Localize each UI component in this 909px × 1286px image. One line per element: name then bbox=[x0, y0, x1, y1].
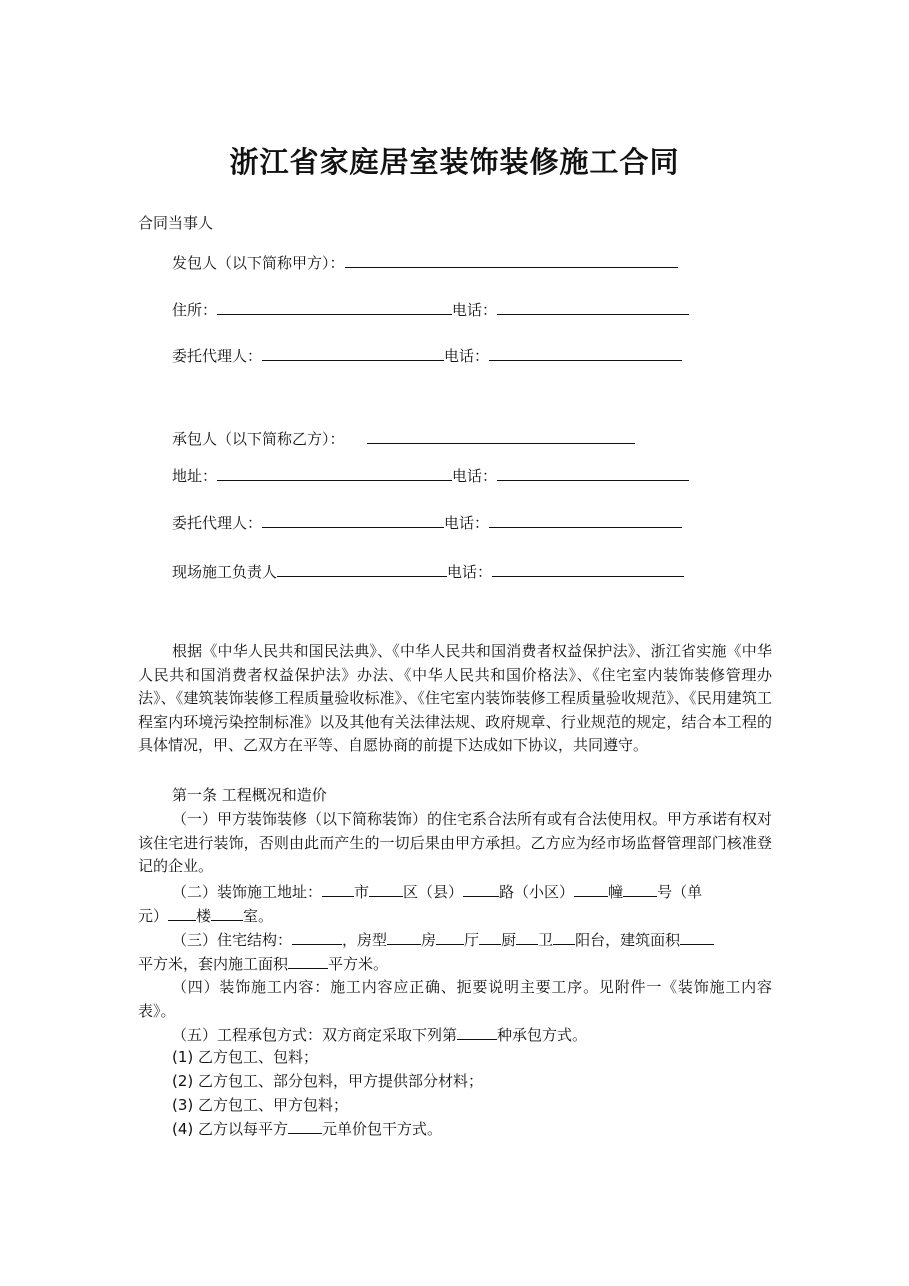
party-b-label: 承包人（以下简称乙方）： bbox=[172, 430, 345, 448]
party-a-agent-phone-blank[interactable] bbox=[489, 345, 682, 361]
unit-blank[interactable] bbox=[168, 905, 196, 921]
option-4-label: (4) 乙方以每平方 bbox=[172, 1120, 289, 1138]
kitchens-blank[interactable] bbox=[479, 929, 501, 945]
sqm-label: 平方米，套内施工面积 bbox=[138, 955, 289, 973]
halls-blank[interactable] bbox=[436, 929, 464, 945]
item5-suffix: 种承包方式。 bbox=[497, 1026, 588, 1044]
article1-item3-line1 bbox=[138, 929, 714, 950]
party-b-name-blank[interactable] bbox=[367, 428, 635, 444]
party-b-agent-phone-label: 电话： bbox=[444, 514, 490, 532]
baths-blank[interactable] bbox=[516, 929, 538, 945]
unit-label: 元） bbox=[138, 907, 169, 925]
article1-item5 bbox=[138, 1024, 587, 1045]
option-4-suffix: 元单价包干方式。 bbox=[322, 1120, 443, 1138]
unit-price-blank[interactable] bbox=[288, 1118, 322, 1134]
inner-area-blank[interactable] bbox=[288, 953, 328, 969]
option-2: (2) 乙方包工、部分包料，甲方提供部分材料； bbox=[172, 1072, 484, 1090]
party-b-agent-phone-blank[interactable] bbox=[489, 512, 682, 528]
sqm2-label: 平方米。 bbox=[328, 955, 389, 973]
page-title: 浙江省家庭居室装饰装修施工合同 bbox=[229, 145, 680, 179]
article1-item2-line2 bbox=[138, 905, 273, 926]
article1-item1: （一）甲方装饰装修（以下简称装饰）的住宅系合法所有或有合法使用权。甲方承诺有权对该住宅进行装饰，否则由此而产生的一切后果由甲方承担。乙方应为经市场监督管理部门核准登记的企业。 bbox=[138, 810, 773, 876]
party-a-phone-label: 电话： bbox=[452, 301, 498, 319]
layout-label: ，房型 bbox=[342, 931, 388, 949]
district-label: 区（县） bbox=[403, 883, 464, 901]
item2-label: （二）装饰施工地址： bbox=[172, 883, 323, 901]
district-blank[interactable] bbox=[369, 881, 403, 897]
item5-label: （五）工程承包方式：双方商定采取下列第 bbox=[172, 1026, 458, 1044]
balcony-label: 阳台，建筑面积 bbox=[575, 931, 681, 949]
building-label: 幢 bbox=[608, 883, 624, 901]
option-4 bbox=[172, 1118, 442, 1139]
article1-heading: 第一条 工程概况和造价 bbox=[172, 786, 327, 804]
party-b-phone-blank[interactable] bbox=[497, 465, 689, 481]
baths-label: 卫 bbox=[538, 931, 554, 949]
balcony-blank[interactable] bbox=[553, 929, 575, 945]
building-blank[interactable] bbox=[574, 881, 608, 897]
party-b-address-blank[interactable] bbox=[217, 465, 452, 481]
number-label: 号（单 bbox=[657, 883, 703, 901]
party-a-name-blank[interactable] bbox=[345, 252, 678, 268]
floor-label: 楼 bbox=[196, 907, 212, 925]
party-a-label: 发包人（以下简称甲方）： bbox=[172, 254, 345, 272]
room-label: 室。 bbox=[243, 907, 274, 925]
party-a-address-row bbox=[172, 299, 689, 320]
number-blank[interactable] bbox=[623, 881, 657, 897]
party-a-address-blank[interactable] bbox=[217, 299, 452, 315]
rooms-blank[interactable] bbox=[387, 929, 421, 945]
contract-type-blank[interactable] bbox=[457, 1024, 497, 1040]
party-a-phone-blank[interactable] bbox=[497, 299, 689, 315]
party-a-row bbox=[172, 252, 678, 273]
site-manager-blank[interactable] bbox=[277, 561, 447, 577]
option-1: (1) 乙方包工、包料； bbox=[172, 1048, 319, 1066]
road-label: 路（小区） bbox=[499, 883, 575, 901]
city-blank[interactable] bbox=[322, 881, 354, 897]
site-manager-row bbox=[172, 561, 684, 582]
site-manager-label: 现场施工负责人 bbox=[172, 563, 278, 581]
site-phone-label: 电话： bbox=[447, 563, 493, 581]
halls-label: 厅 bbox=[464, 931, 480, 949]
road-blank[interactable] bbox=[463, 881, 499, 897]
option-3: (3) 乙方包工、甲方包料； bbox=[172, 1096, 349, 1114]
article1-item4: （四）装饰施工内容：施工内容应正确、扼要说明主要工序。见附件一《装饰施工内容表》。 bbox=[138, 978, 772, 1020]
article1-item2-line1 bbox=[138, 881, 702, 902]
party-b-row bbox=[172, 428, 635, 449]
article1-item3-line2 bbox=[138, 953, 388, 974]
party-b-agent-label: 委托代理人： bbox=[172, 514, 263, 532]
rooms-label: 房 bbox=[421, 931, 437, 949]
party-b-agent-row bbox=[172, 512, 682, 533]
party-b-phone-label: 电话： bbox=[452, 467, 498, 485]
party-a-agent-row bbox=[172, 345, 682, 366]
party-a-address-label: 住所： bbox=[172, 301, 218, 319]
intro-paragraph: 根据《中华人民共和国民法典》、《中华人民共和国消费者权益保护法》、浙江省实施《中华人民共和国消费者权益保护法》办法、《中华人民共和国价格法》、《住宅室内装饰装修管理办法》、《建筑装饰装修工程质量验收标准》、《住宅室内装饰装修工程质量验收规范》、《民用建筑工程室内环境污染控制标准》以及其他有关法律法规、政府规章、行业规范的规定，结合本工程的具体情况，甲、乙双方在平等、自愿协商的前提下达成如下协议，共同遵守。 bbox=[138, 642, 772, 755]
party-a-agent-phone-label: 电话： bbox=[444, 347, 490, 365]
kitchens-label: 厨 bbox=[501, 931, 517, 949]
city-label: 市 bbox=[354, 883, 370, 901]
party-b-address-row bbox=[172, 465, 689, 486]
parties-heading: 合同当事人 bbox=[138, 214, 214, 232]
site-phone-blank[interactable] bbox=[492, 561, 684, 577]
party-a-agent-blank[interactable] bbox=[262, 345, 444, 361]
party-a-agent-label: 委托代理人： bbox=[172, 347, 263, 365]
structure-blank[interactable] bbox=[292, 929, 342, 945]
item3-label: （三）住宅结构： bbox=[172, 931, 293, 949]
area-blank[interactable] bbox=[680, 929, 714, 945]
party-b-agent-blank[interactable] bbox=[262, 512, 444, 528]
party-b-address-label: 地址： bbox=[172, 467, 218, 485]
floor-blank[interactable] bbox=[211, 905, 243, 921]
